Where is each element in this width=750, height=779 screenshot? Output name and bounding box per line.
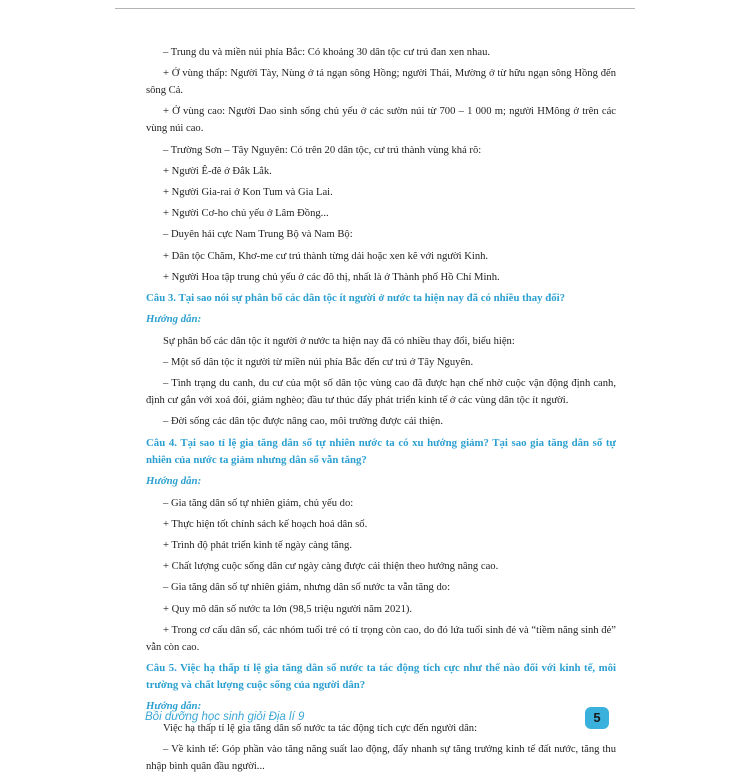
paragraph: + Người Gia-rai ở Kon Tum và Gia Lai. xyxy=(163,186,333,198)
paragraph: + Trong cơ cấu dân số, các nhóm tuổi trẻ có tỉ trọng còn cao, do đó lứa tuổi sinh đẻ và “tiềm năng sinh đẻ” vẫn còn cao. xyxy=(146,624,616,653)
book-title: Bồi dưỡng học sinh giỏi Địa lí 9 xyxy=(145,711,305,723)
paragraph: + Chất lượng cuộc sống dân cư ngày càng được cải thiện theo hướng nâng cao. xyxy=(163,561,499,573)
paragraph: – Gia tăng dân số tự nhiên giảm, chủ yếu do: xyxy=(163,497,354,509)
paragraph: – Đời sống các dân tộc được nâng cao, môi trường được cải thiện. xyxy=(163,416,443,428)
paragraph: + Trình độ phát triển kinh tế ngày càng tăng. xyxy=(163,540,352,551)
question-heading: Câu 3. Tại sao nói sự phân bố các dân tộc ít người ở nước ta hiện nay đã có nhiều thay đổi? xyxy=(146,291,566,304)
page-footer xyxy=(0,705,750,745)
question-heading: Câu 4. Tại sao tỉ lệ gia tăng dân số tự nhiên nước ta có xu hướng giảm? Tại sao gia tăng dân số tự nhiên của nước ta giảm nhưng dân số vẫn tăng? xyxy=(146,436,616,466)
guide-label: Hướng dẫn: xyxy=(146,699,202,712)
paragraph: + Người Ê-đê ở Đắk Lắk. xyxy=(163,165,272,177)
paragraph: – Trường Sơn – Tây Nguyên: Có trên 20 dân tộc, cư trú thành vùng khá rõ: xyxy=(163,144,482,156)
paragraph: + Người Cơ-ho chủ yếu ở Lâm Đồng... xyxy=(163,208,329,220)
paragraph: Sự phân bố các dân tộc ít người ở nước ta hiện nay đã có nhiều thay đổi, biểu hiện: xyxy=(163,335,515,347)
paragraph: + Ở vùng cao: Người Dao sinh sống chủ yếu ở các sườn núi từ 700 – 1 000 m; người HMông ở trên các vùng núi cao. xyxy=(146,106,616,135)
paragraph: + Quy mô dân số nước ta lớn (98,5 triệu người năm 2021). xyxy=(163,603,413,615)
paragraph: + Ở vùng thấp: Người Tày, Nùng ở tả ngạn sông Hồng; người Thái, Mường ở từ hữu ngạn sông Hồng đến sông Cả. xyxy=(146,68,616,97)
paragraph: – Về kinh tế: Góp phần vào tăng năng suất lao động, đẩy nhanh sự tăng trưởng kinh tế đất nước, tăng thu nhập bình quân đầu người... xyxy=(146,744,616,773)
guide-label: Hướng dẫn: xyxy=(146,312,202,325)
paragraph: + Dân tộc Chăm, Khơ-me cư trú thành từng dải hoặc xen kẽ với người Kinh. xyxy=(163,250,489,262)
paragraph: – Tình trạng du canh, du cư của một số dân tộc vùng cao đã được hạn chế nhờ cuộc vận động định canh, định cư gắn với xoá đói, giảm nghèo; đầu tư thúc đẩy phát triển kinh tế ở các vùng dân tộc ít người. xyxy=(146,378,616,407)
paragraph: + Người Hoa tập trung chủ yếu ở các đô thị, nhất là ở Thành phố Hồ Chí Minh. xyxy=(163,271,500,283)
top-rule xyxy=(115,8,635,9)
paragraph: Việc hạ thấp tỉ lệ gia tăng dân số nước ta tác động tích cực đến người dân: xyxy=(163,722,478,734)
question-heading: Câu 5. Việc hạ thấp tỉ lệ gia tăng dân số nước ta tác động tích cực như thế nào đối với kinh tế, môi trường và chất lượng cuộc sống của người dân? xyxy=(146,661,616,691)
paragraph: – Gia tăng dân số tự nhiên giảm, nhưng dân số nước ta vẫn tăng do: xyxy=(163,582,451,594)
paragraph: – Một số dân tộc ít người từ miền núi phía Bắc đến cư trú ở Tây Nguyên. xyxy=(163,357,474,369)
paragraph: – Trung du và miền núi phía Bắc: Có khoảng 30 dân tộc cư trú đan xen nhau. xyxy=(163,47,491,58)
page-content xyxy=(146,44,616,779)
page-number-badge: 5 xyxy=(585,707,609,729)
paragraph: – Duyên hải cực Nam Trung Bộ và Nam Bộ: xyxy=(163,229,353,241)
guide-label: Hướng dẫn: xyxy=(146,474,202,487)
paragraph: + Thực hiện tốt chính sách kế hoạch hoá dân số. xyxy=(163,518,368,530)
